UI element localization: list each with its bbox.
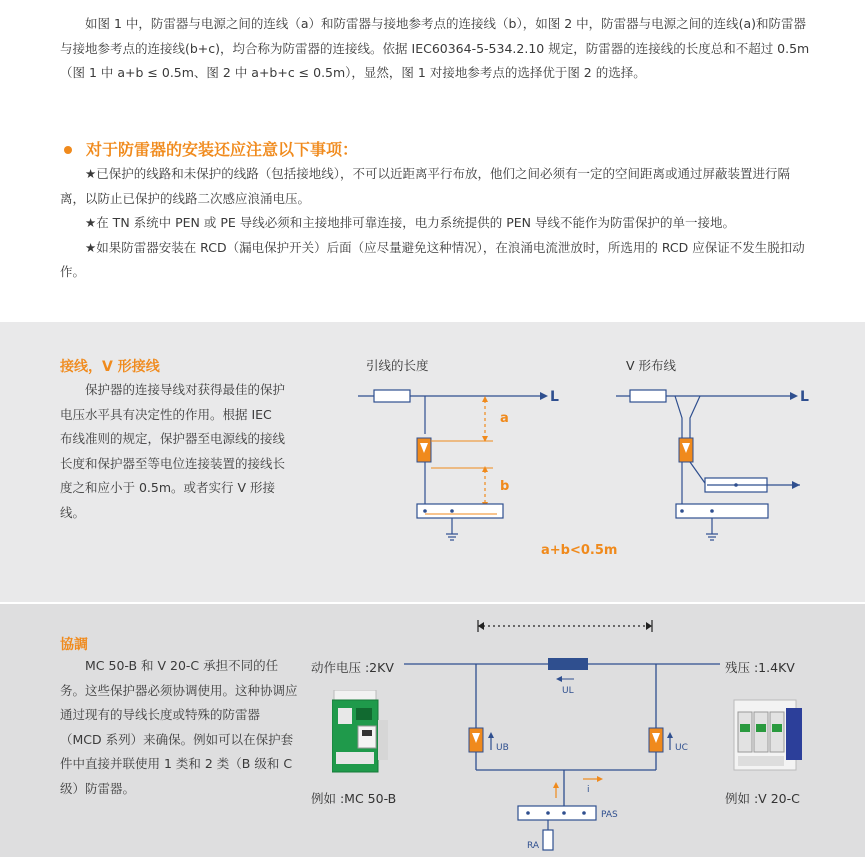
wiring-formula: a+b<0.5m xyxy=(541,543,618,558)
distance-arrow-left-icon xyxy=(478,622,484,630)
notice-item-3: ★如果防雷器安装在 RCD（漏电保护开关）后面（应尽量避免这种情况），在浪涌电流泄放时，所选用的 RCD 应保证不发生脱扣动作。 xyxy=(60,239,805,279)
diagram2-dot2-icon xyxy=(710,509,714,513)
notice-title: 对于防雷器的安装还应注意以下事项： xyxy=(86,140,359,159)
diagram1-ground-bar xyxy=(417,504,503,518)
coordination-diagram xyxy=(0,604,865,857)
diagram2-ground-bar xyxy=(676,504,768,518)
left-example-label: 例如 :MC 50-B xyxy=(311,791,397,806)
diagram1-dot1-icon xyxy=(423,509,427,513)
label-uc: UC xyxy=(675,743,688,753)
pas-dot4-icon xyxy=(582,811,586,815)
label-ra: RA xyxy=(527,841,540,851)
diagram2-bar-arrow-icon xyxy=(792,481,800,489)
notice-item-1: ★已保护的线路和未保护的线路（包括接地线），不可以近距离平行布放，他们之间必须有一定的空间距离或通过屏蔽装置进行隔离，以防止已保护的线路二次感应浪涌电压。 xyxy=(60,166,790,206)
right-example-label: 例如 :V 20-C xyxy=(725,791,800,806)
current-arrow-icon xyxy=(553,782,559,788)
wiring-title: 接线，V 形接线 xyxy=(60,359,160,375)
ub-arrow-icon xyxy=(488,732,494,738)
right-voltage-label: 残压 :1.4KV xyxy=(725,660,795,675)
notice-heading xyxy=(60,138,810,162)
label-ul: UL xyxy=(562,686,574,696)
coordination-panel xyxy=(0,604,865,857)
pas-dot3-icon xyxy=(562,811,566,815)
diagram2-l-label: L xyxy=(800,389,809,405)
label-i: i xyxy=(587,785,590,795)
left-voltage-label: 动作电压 :2KV xyxy=(311,660,394,675)
diagram1-dim-a-arrow-icon xyxy=(482,396,488,402)
diagram2-title: V 形布线 xyxy=(626,358,677,373)
label-ub: UB xyxy=(496,743,509,753)
diagram2-dot1-icon xyxy=(680,509,684,513)
diagram2-arrow-icon xyxy=(790,392,798,400)
diagram1-title: 引线的长度 xyxy=(366,358,429,373)
distance-arrow-right-icon xyxy=(646,622,652,630)
ul-arrow-icon xyxy=(556,676,562,682)
label-pas: PAS xyxy=(601,810,618,820)
diagram1-arrow-icon xyxy=(540,392,548,400)
diagram1-l-label: L xyxy=(550,389,559,405)
diagram2-dot-top-icon xyxy=(734,483,738,487)
i-arrow-icon xyxy=(597,776,603,782)
diagram1-dot2-icon xyxy=(450,509,454,513)
resistor-ra xyxy=(543,830,553,850)
uc-arrow-icon xyxy=(667,732,673,738)
inductor-ul xyxy=(548,658,588,670)
notice-section xyxy=(60,138,810,285)
diagram1-label-b: b xyxy=(500,479,510,494)
wiring-text: 保护器的连接导线对获得最佳的保护电压水平具有决定性的作用。根据 IEC 布线准则的规定，保护器至电源线的接线长度和保护器至等电位连接装置的接线长度之和应小于 0.5m。或者实行 V 形接线。 xyxy=(60,382,286,520)
coordination-title: 協調 xyxy=(60,637,88,653)
diagram1-label-a: a xyxy=(500,411,509,426)
intro-section xyxy=(60,12,810,86)
pas-dot2-icon xyxy=(546,811,550,815)
pas-dot1-icon xyxy=(526,811,530,815)
diagram1-dim-b-arrow-icon xyxy=(482,466,488,472)
diagram2-fuse xyxy=(630,390,666,402)
intro-paragraph: 如图 1 中，防雷器与电源之间的连线（a）和防雷器与接地参考点的连接线（b），如图 2 中，防雷器与电源之间的连线(a)和防雷器与接地参考点的连接线(b+c)，均合称为防雷器的连接线。依据 IEC60364-5-534.2.10 规定，防雷器的连接线的长度总和不超过 0.5m（图 1 中 a+b ≤ 0.5m、图 2 中 a+b+c ≤ 0.5m），显然，图 1 对接地参考点的选择优于图 2 的选择。 xyxy=(60,16,810,80)
coordination-text: MC 50-B 和 V 20-C 承担不同的任务。这些保护器必须协调使用。这种协调应通过现有的导线长度或特殊的防雷器（MCD 系列）来确保。例如可以在保护套件中直接并联使用 1 类和 2 类（B 级和 C 级）防雷器。 xyxy=(60,658,298,796)
diagram2-v-left xyxy=(675,396,682,438)
diagram1-fuse xyxy=(374,390,410,402)
wiring-panel xyxy=(0,322,865,602)
notice-item-2: ★在 TN 系统中 PEN 或 PE 导线必须和主接地排可靠连接，电力系统提供的 PEN 导线不能作为防雷保护的单一接地。 xyxy=(85,215,735,230)
wiring-diagrams xyxy=(0,322,865,602)
bullet-dot-icon xyxy=(64,146,72,154)
diagram2-v-right xyxy=(690,396,700,438)
